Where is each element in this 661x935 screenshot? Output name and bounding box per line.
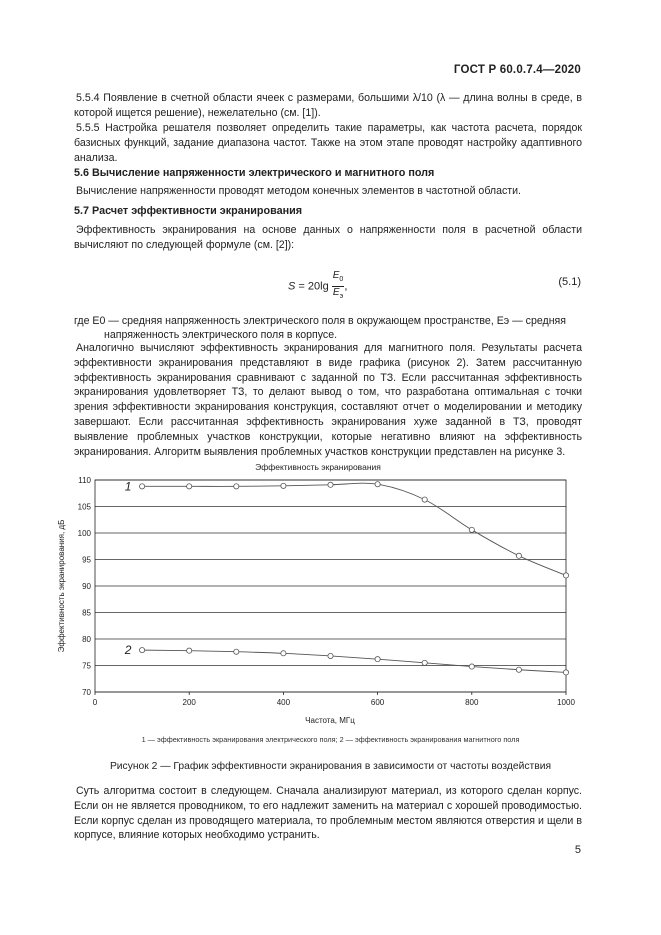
series-1-label: 1 xyxy=(124,479,132,494)
series-2-line xyxy=(142,650,566,672)
y-tick-label: 110 xyxy=(78,476,91,485)
figure-caption: Рисунок 2 — График эффективности экранирования в зависимости от частоты воздействия xyxy=(109,761,552,772)
figure-legend: 1 — эффективность экранирования электрического поля; 2 — эффективность экранирования магнитного поля xyxy=(141,735,520,744)
series-1-point xyxy=(469,527,474,532)
series-2-point xyxy=(281,651,286,656)
series-2-point xyxy=(234,649,239,654)
formula-denominator: $E_э$ xyxy=(332,287,344,300)
series-1-point xyxy=(516,553,521,558)
x-tick-label: 0 xyxy=(92,698,98,707)
formula-number: (5.1) xyxy=(558,276,581,288)
series-2-point xyxy=(140,648,145,653)
para-5-5-4: 5.5.4 Появление в счетной области ячеек с размерами, большими λ/10 (λ — длина волны в среде, в которой ищется решение), нежелательно (см. [1]). xyxy=(74,92,582,119)
formula-numerator: $E_0$ xyxy=(332,270,345,287)
formula-eq: = 20lg xyxy=(298,280,329,293)
series-1-point xyxy=(187,484,192,489)
doc-header: ГОСТ Р 60.0.7.4—2020 xyxy=(453,64,581,76)
series-1-point xyxy=(140,484,145,489)
series-1-line xyxy=(142,483,566,575)
formula-lhs: S xyxy=(288,280,296,293)
series-1-point xyxy=(563,573,568,578)
chart-title: Эффективность экранирования xyxy=(255,462,381,472)
x-tick-label: 600 xyxy=(370,698,385,707)
y-tick-label: 85 xyxy=(82,608,91,618)
y-tick-label: 80 xyxy=(82,635,91,644)
chart-series xyxy=(124,479,569,675)
y-tick-label: 75 xyxy=(82,661,91,671)
formula-tail: , xyxy=(344,280,348,293)
series-2-point xyxy=(328,653,333,658)
chart-grid xyxy=(95,480,566,692)
x-tick-label: 200 xyxy=(182,698,196,707)
series-1-point xyxy=(328,482,333,487)
shielding-chart xyxy=(50,456,590,726)
series-2-label: 2 xyxy=(124,643,132,658)
series-1-point xyxy=(375,482,380,487)
para-5-7-results: Аналогично вычисляют эффективность экранирования для магнитного поля. Результаты расчета эффективности экранирования представляют в виде графика (рисунок 2). Затем рассчитанную эффективность экранирования сравнивают с заданной по ТЗ. Если рассчитанная эффективность экранирования удовлетворяет ТЗ, то делают вывод о том, что разработана оптимальная с точки зрения эффективности экранирования конструкция, составляют отчет о моделировании и методику завершают. Если рассчитанная эффективность экранирования хуже заданной в ТЗ, проводят выявление проблемных участков конструкции, которые негативно влияют на эффективность экранирования. Алгоритм выявления проблемных участков конструкции представлен на рисунке 3. xyxy=(74,342,582,458)
y-tick-labels xyxy=(78,476,92,697)
x-tick-labels xyxy=(93,692,576,707)
para-5-6: Вычисление напряженности проводят методом конечных элементов в частотной области. xyxy=(76,185,521,197)
para-after-figure: Суть алгоритма состоит в следующем. Сначала анализируют материал, из которого сделан корпус. Если он не является проводником, то его надлежит заменить на материал с хорошей проводимостью. Если корпус сделан из проводящего материала, то проблемным местом являются отверстия и щели в корпусе, влияние которых необходимо устранить. xyxy=(74,785,582,842)
y-tick-label: 70 xyxy=(82,688,91,697)
x-tick-label: 1000 xyxy=(557,698,575,707)
y-tick-label: 100 xyxy=(77,529,91,538)
formula-5-1 xyxy=(288,270,347,303)
x-tick-label: 400 xyxy=(276,698,291,707)
heading-5-6: 5.6 Вычисление напряженности электрического и магнитного поля xyxy=(74,167,435,179)
y-tick-label: 90 xyxy=(82,582,91,591)
series-2-point xyxy=(469,664,474,669)
series-1-point xyxy=(281,483,286,488)
x-axis-label: Частота, МГц xyxy=(305,716,355,725)
series-2-point xyxy=(422,660,427,665)
heading-5-7: 5.7 Расчет эффективности экранирования xyxy=(74,205,303,217)
y-tick-label: 105 xyxy=(77,502,91,512)
where-line-1: где E0 — средняя напряженность электрического поля в окружающем пространстве, Eэ — средняя xyxy=(74,315,567,327)
series-2-point xyxy=(187,648,192,653)
series-2-point xyxy=(563,670,568,675)
y-axis-label: Эффективность экранирования, дБ xyxy=(57,519,66,653)
where-line-2: напряженность электрического поля в корпусе. xyxy=(104,329,338,341)
y-tick-label: 95 xyxy=(82,555,91,565)
page-number: 5 xyxy=(574,844,581,856)
series-1-point xyxy=(422,497,427,502)
para-5-7-intro: Эффективность экранирования на основе данных о напряженности поля в расчетной области вычисляют по следующей формуле (см. [2]): xyxy=(74,224,582,251)
x-tick-label: 800 xyxy=(465,698,479,707)
series-2-point xyxy=(375,657,380,662)
formula-fraction xyxy=(332,270,348,303)
para-5-5-5: 5.5.5 Настройка решателя позволяет определить такие параметры, как частота расчета, порядок базисных функций, задание диапазона частот. Также на этом этапе проводят настройку адаптивного анализа. xyxy=(74,122,582,164)
series-2-point xyxy=(516,667,521,672)
series-1-point xyxy=(234,484,239,489)
